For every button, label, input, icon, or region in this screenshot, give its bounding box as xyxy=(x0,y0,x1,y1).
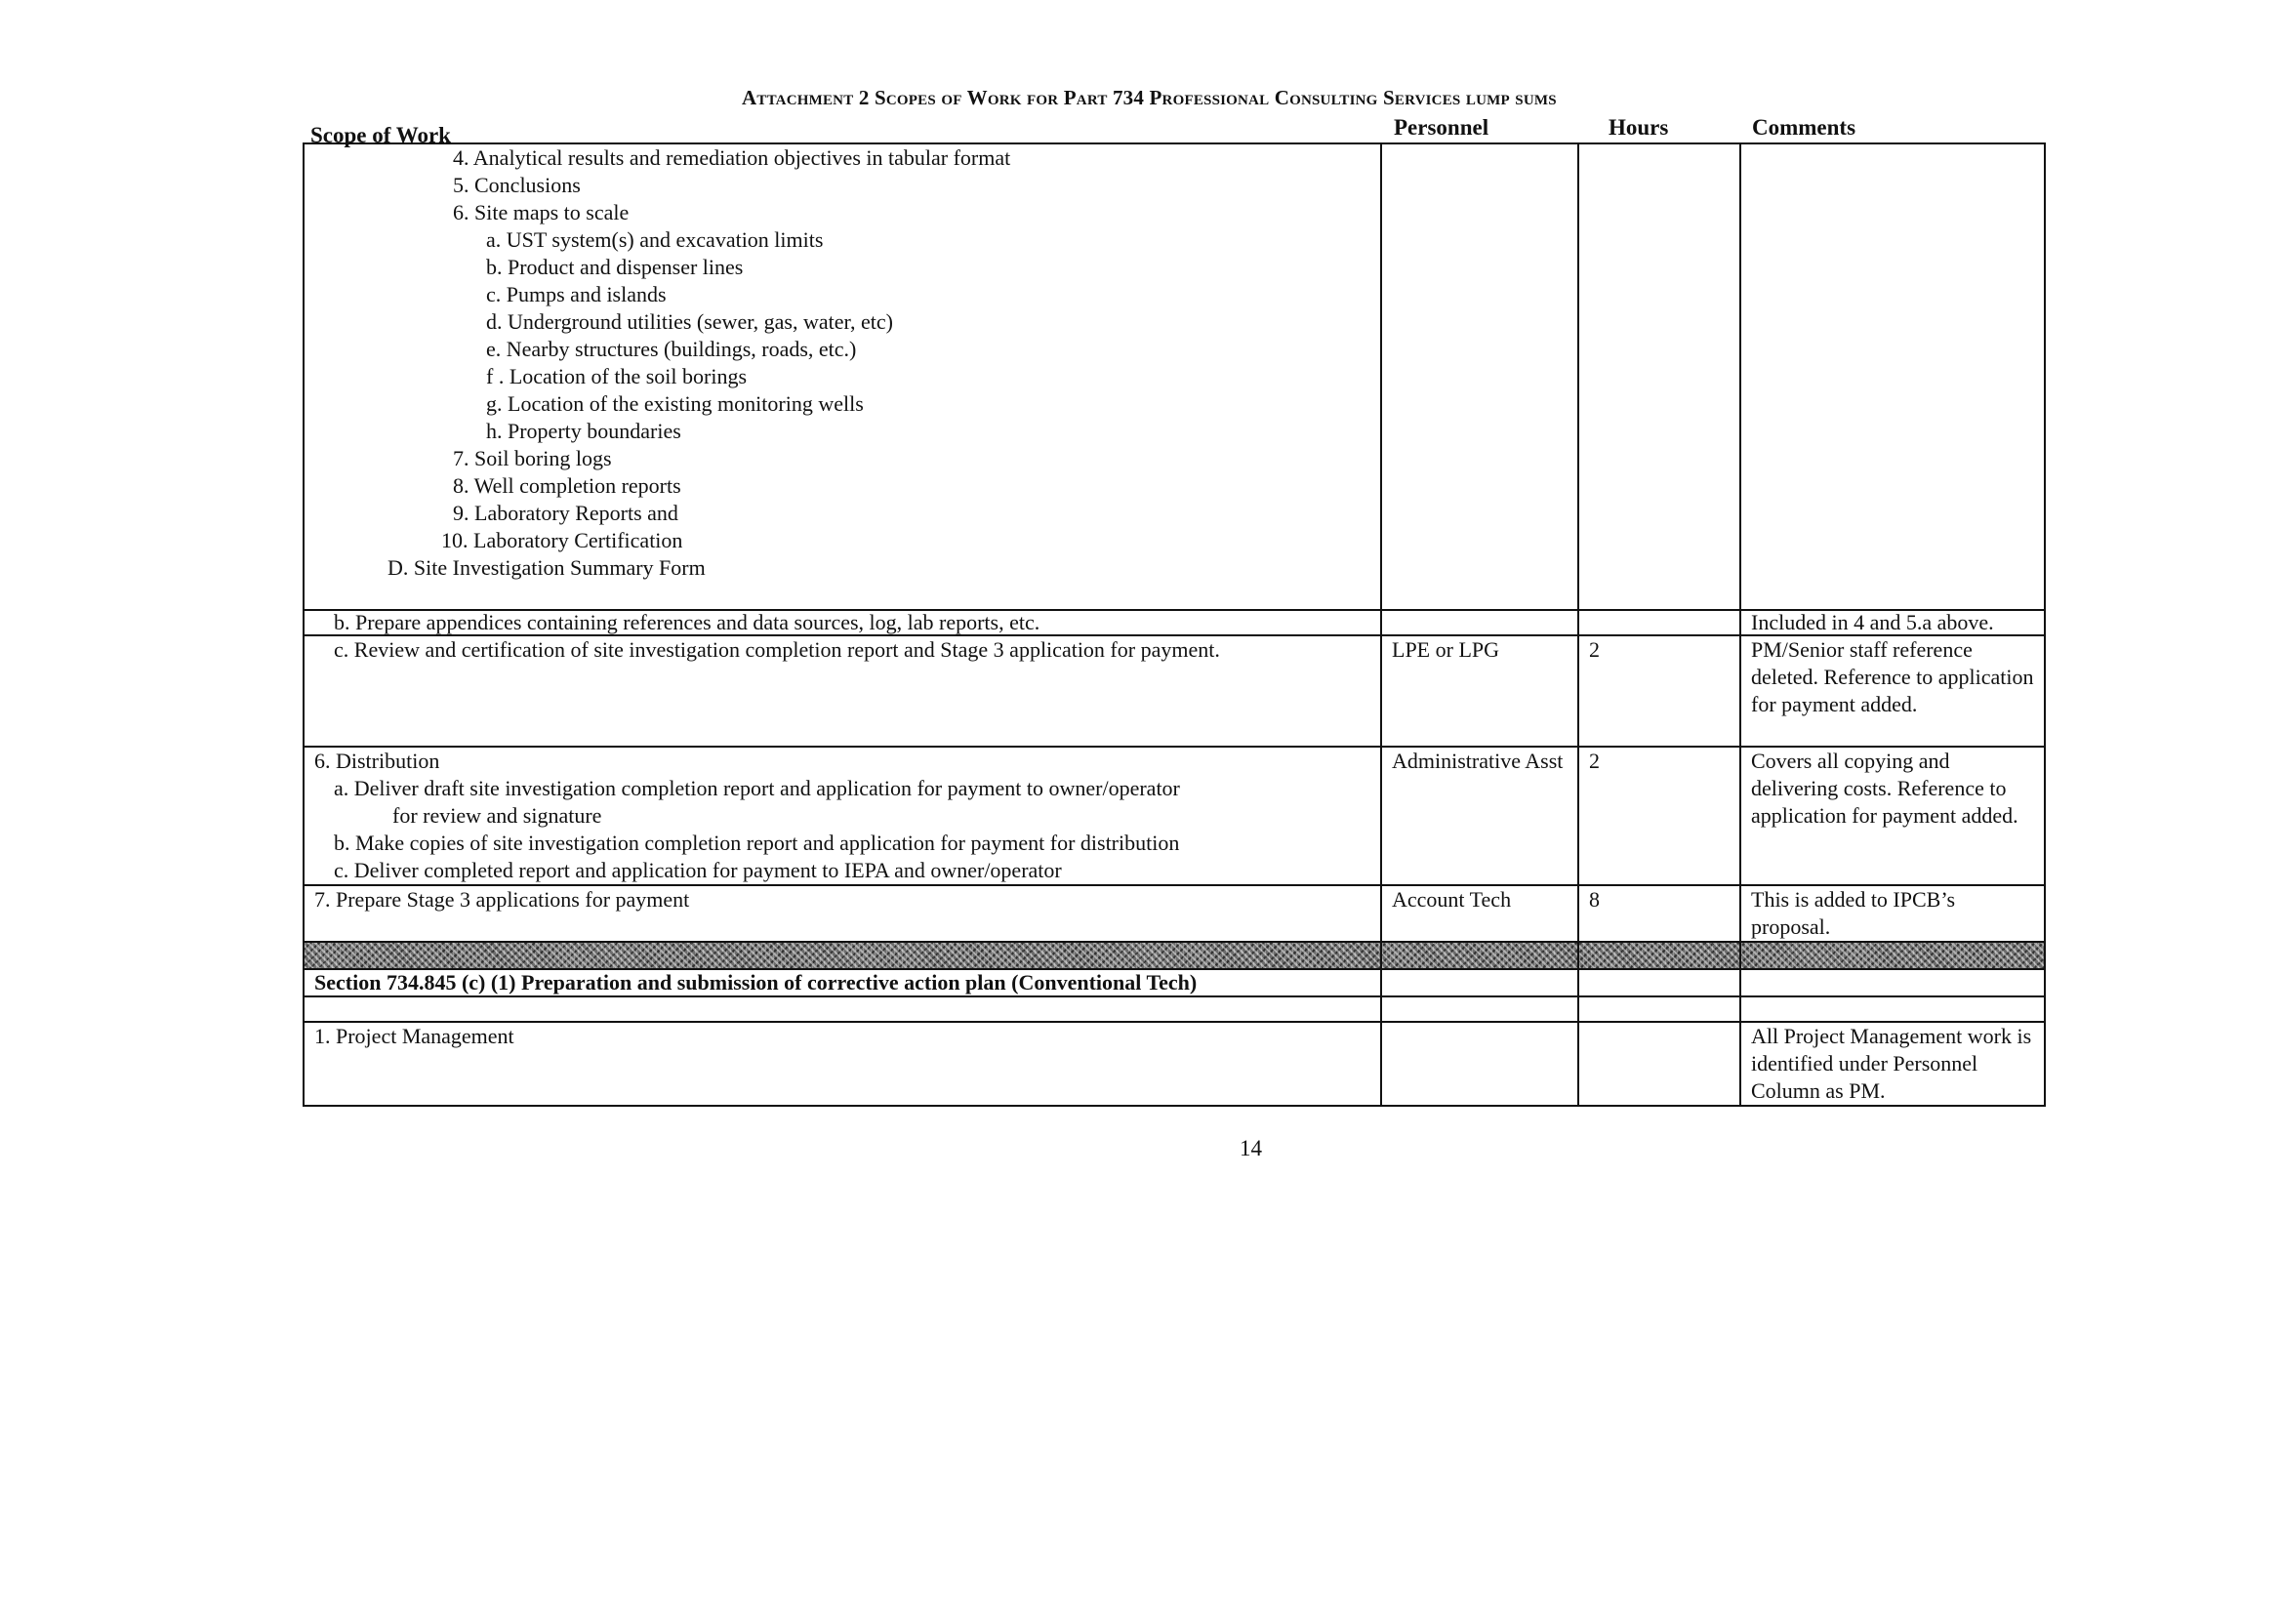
cell-personnel: Administrative Asst xyxy=(1381,747,1578,885)
list-item: 9. Laboratory Reports and xyxy=(453,501,678,525)
shaded-cell xyxy=(1578,942,1740,969)
header-personnel: Personnel xyxy=(1394,115,1489,140)
list-item: 4. Analytical results and remediation objectives in tabular format xyxy=(453,145,1011,170)
cell-comments: PM/Senior staff reference deleted. Reference to application for payment added. xyxy=(1740,635,2045,747)
list-item: c. Pumps and islands xyxy=(486,282,667,306)
scope-text: 1. Project Management xyxy=(314,1024,514,1048)
cell-scope xyxy=(304,747,1381,885)
list-item: 6. Site maps to scale xyxy=(453,200,630,224)
cell-comments xyxy=(1740,143,2045,610)
table-row-stage3-applications xyxy=(304,885,2045,942)
list-item: d. Underground utilities (sewer, gas, water, etc) xyxy=(486,309,893,334)
list-item: b. Product and dispenser lines xyxy=(486,255,744,279)
list-item: a. UST system(s) and excavation limits xyxy=(486,227,824,252)
table-row-review-certification xyxy=(304,635,2045,747)
cell-comments: All Project Management work is identified under Personnel Column as PM. xyxy=(1740,1022,2045,1106)
scope-heading: 6. Distribution xyxy=(314,749,440,773)
cell-comments: This is added to IPCB’s proposal. xyxy=(1740,885,2045,942)
list-item: h. Property boundaries xyxy=(486,419,681,443)
cell-personnel: LPE or LPG xyxy=(1381,635,1578,747)
list-item: D. Site Investigation Summary Form xyxy=(387,555,706,580)
cell-comments xyxy=(1740,969,2045,996)
scope-of-work-table xyxy=(303,142,2046,1107)
cell-personnel xyxy=(1381,969,1578,996)
cell-comments: Included in 4 and 5.a above. xyxy=(1740,610,2045,635)
cell-comments: Covers all copying and delivering costs. Reference to application for payment added. xyxy=(1740,747,2045,885)
list-item: b. Make copies of site investigation completion report and application for payment for distribution xyxy=(334,831,1180,855)
table-row-distribution xyxy=(304,747,2045,885)
section-heading: Section 734.845 (c) (1) Preparation and submission of corrective action plan (Conventional Tech) xyxy=(314,970,1198,995)
document-title: Attachment 2 Scopes of Work for Part 734 Professional Consulting Services lump sums xyxy=(742,86,1557,109)
header-comments: Comments xyxy=(1752,115,1856,140)
table-row-report-contents xyxy=(304,143,2045,610)
cell-hours: 8 xyxy=(1578,885,1740,942)
cell-hours xyxy=(1578,996,1740,1022)
shaded-cell xyxy=(1381,942,1578,969)
cell-scope xyxy=(304,969,1381,996)
header-scope-of-work: Scope of Work xyxy=(310,123,451,147)
list-item: c. Deliver completed report and application for payment to IEPA and owner/operator xyxy=(334,858,1062,882)
cell-scope xyxy=(304,635,1381,747)
cell-hours xyxy=(1578,969,1740,996)
scope-text: 7. Prepare Stage 3 applications for payment xyxy=(314,887,690,912)
cell-personnel xyxy=(1381,143,1578,610)
list-item: 7. Soil boring logs xyxy=(453,446,612,470)
cell-personnel xyxy=(1381,1022,1578,1106)
cell-scope xyxy=(304,1022,1381,1106)
table-row-shaded-divider xyxy=(304,942,2045,969)
cell-personnel xyxy=(1381,610,1578,635)
list-item: g. Location of the existing monitoring wells xyxy=(486,391,864,416)
cell-scope xyxy=(304,610,1381,635)
cell-hours: 2 xyxy=(1578,747,1740,885)
cell-hours: 2 xyxy=(1578,635,1740,747)
scope-text: c. Review and certification of site investigation completion report and Stage 3 application for payment. xyxy=(334,637,1220,662)
table-row-appendices xyxy=(304,610,2045,635)
page-number: 14 xyxy=(1240,1136,1262,1160)
list-item: e. Nearby structures (buildings, roads, etc.) xyxy=(486,337,857,361)
scope-text: b. Prepare appendices containing references and data sources, log, lab reports, etc. xyxy=(334,610,1040,634)
cell-hours xyxy=(1578,1022,1740,1106)
table-row-project-management xyxy=(304,1022,2045,1106)
cell-comments xyxy=(1740,996,2045,1022)
cell-personnel xyxy=(1381,996,1578,1022)
cell-scope xyxy=(304,996,1381,1022)
list-item: f . Location of the soil borings xyxy=(486,364,748,388)
cell-scope xyxy=(304,885,1381,942)
table-row-section-heading xyxy=(304,969,2045,996)
cell-hours xyxy=(1578,143,1740,610)
list-item: 5. Conclusions xyxy=(453,173,581,197)
shaded-cell xyxy=(304,942,1381,969)
list-item: 10. Laboratory Certification xyxy=(441,528,683,552)
cell-personnel: Account Tech xyxy=(1381,885,1578,942)
table-row-blank xyxy=(304,996,2045,1022)
scope-table-wrapper xyxy=(303,142,2044,1107)
shaded-cell xyxy=(1740,942,2045,969)
cell-scope xyxy=(304,143,1381,610)
list-item: a. Deliver draft site investigation completion report and application for payment to owner/operator xyxy=(334,776,1180,800)
list-item: 8. Well completion reports xyxy=(453,473,681,498)
list-item-continuation: for review and signature xyxy=(392,803,602,828)
header-hours: Hours xyxy=(1609,115,1669,140)
cell-hours xyxy=(1578,610,1740,635)
